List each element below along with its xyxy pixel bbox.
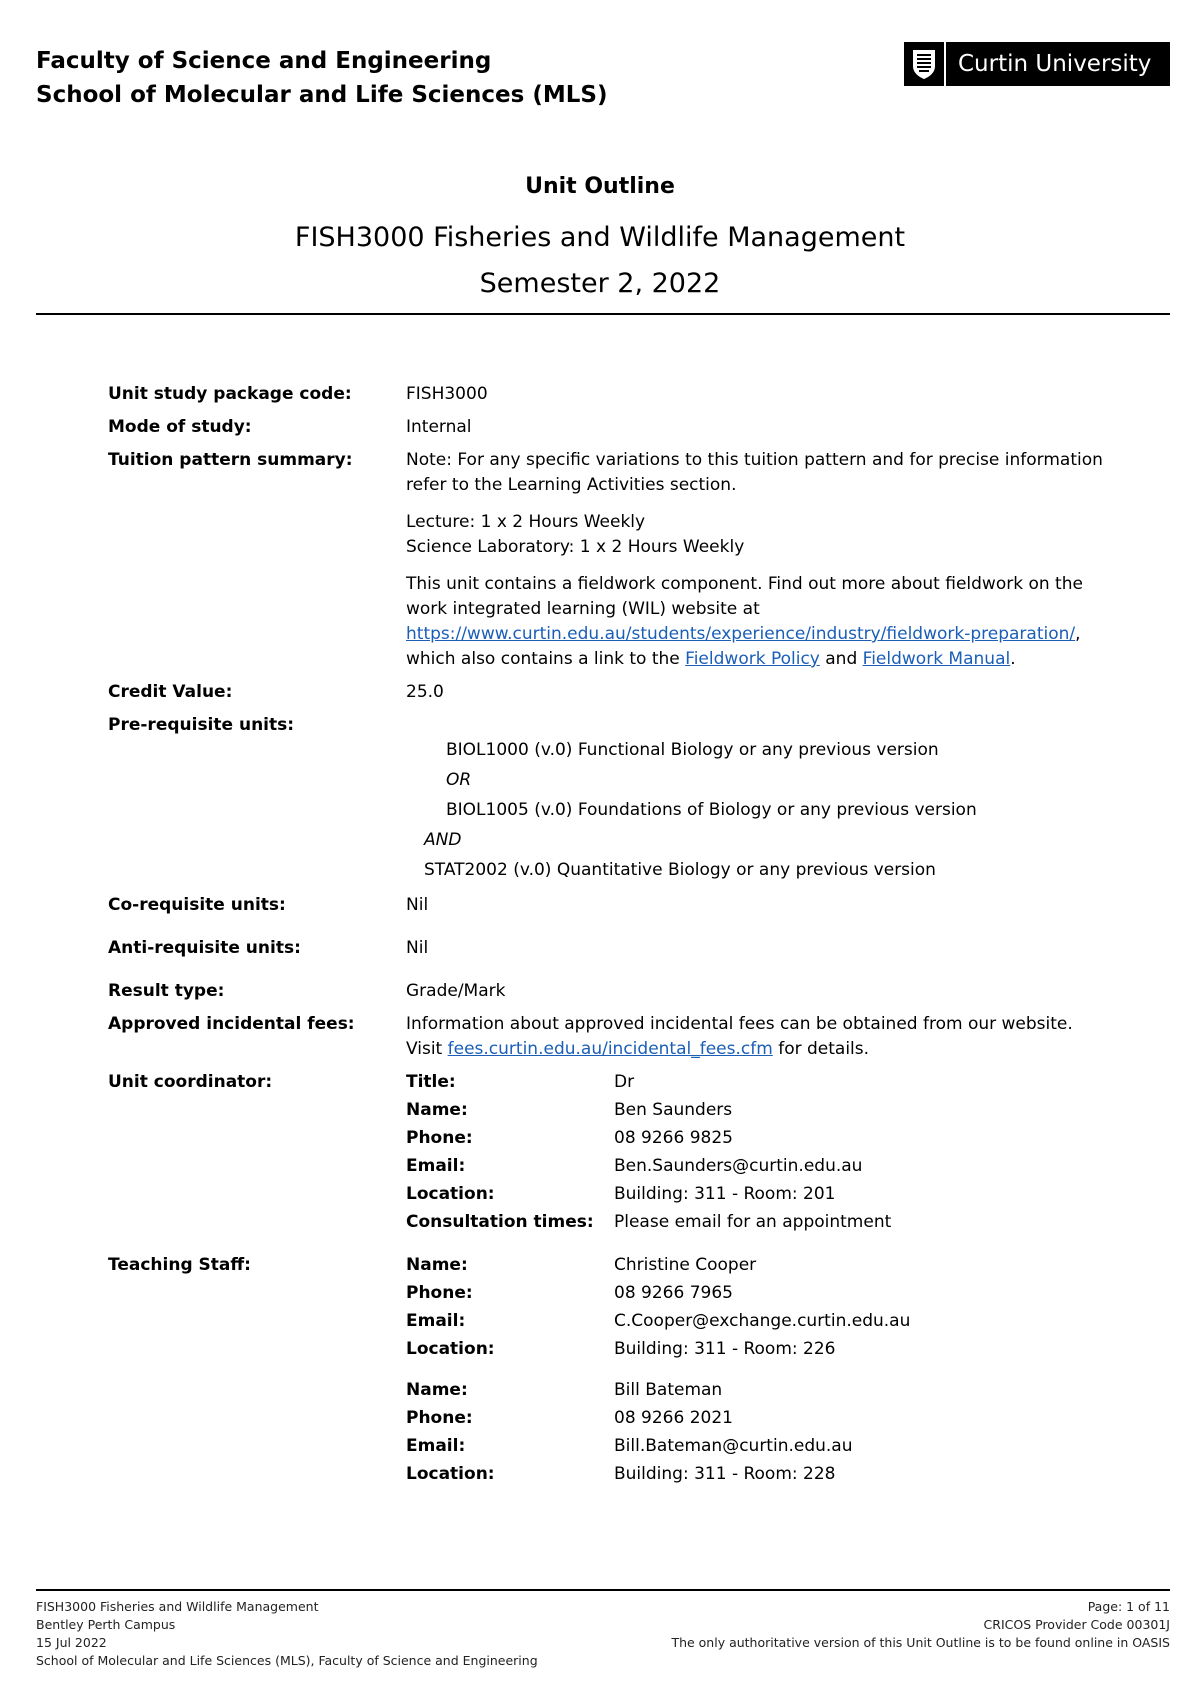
coord-consult-value: Please email for an appointment [614, 1212, 892, 1232]
fieldwork-text: This unit contains a fieldwork component. Find out more about fieldwork on the work integrated learning (WIL) website at [406, 574, 1083, 619]
footer-authoritative: The only authoritative version of this Unit Outline is to be found online in OASIS [671, 1635, 1170, 1650]
fees-link[interactable]: fees.curtin.edu.au/incidental_fees.cfm [447, 1039, 773, 1059]
coord-email-key: Email: [406, 1156, 466, 1176]
coord-title-key: Title: [406, 1072, 456, 1092]
coord-consult-key: Consultation times: [406, 1212, 594, 1232]
prereq-biol1000: BIOL1000 (v.0) Functional Biology or any previous version [446, 740, 939, 760]
coord-name-value: Ben Saunders [614, 1100, 733, 1120]
prereq-stat2002: STAT2002 (v.0) Quantitative Biology or any previous version [424, 860, 936, 880]
crest-icon [904, 42, 946, 86]
staff-phone-key: Phone: [406, 1283, 473, 1303]
coord-name-key: Name: [406, 1100, 468, 1120]
coord-email-value: Ben.Saunders@curtin.edu.au [614, 1156, 863, 1176]
staff-phone-value: 08 9266 2021 [614, 1408, 733, 1428]
row-credit [108, 680, 1108, 705]
row-tuition [108, 448, 1108, 672]
row-antireq [108, 936, 1108, 961]
coord-phone-value: 08 9266 9825 [614, 1128, 733, 1148]
header-faculty-block [36, 44, 607, 112]
fieldwork-info [406, 572, 1106, 672]
footer-right [671, 1598, 1170, 1652]
mode-label: Mode of study: [108, 417, 252, 437]
footer-campus: Bentley Perth Campus [36, 1617, 176, 1632]
staff-location-value: Building: 311 - Room: 228 [614, 1464, 836, 1484]
fieldwork-end: . [1010, 649, 1016, 669]
footer-page: Page: 1 of 11 [1087, 1599, 1170, 1614]
result-value: Grade/Mark [406, 981, 506, 1001]
row-mode [108, 415, 1108, 440]
prereq-biol1005: BIOL1005 (v.0) Foundations of Biology or any previous version [446, 800, 977, 820]
coord-title-value: Dr [614, 1072, 635, 1092]
coordinator-label: Unit coordinator: [108, 1072, 273, 1092]
row-prereq [108, 713, 1108, 885]
code-label: Unit study package code: [108, 384, 352, 404]
result-label: Result type: [108, 981, 225, 1001]
mode-value: Internal [406, 417, 472, 437]
staff-location-key: Location: [406, 1464, 495, 1484]
fees-end: for details. [778, 1039, 870, 1059]
row-coreq [108, 893, 1108, 918]
semester: Semester 2, 2022 [479, 268, 721, 299]
code-value: FISH3000 [406, 384, 488, 404]
coordinator-contact [406, 1070, 1106, 1235]
staff-email-value: C.Cooper@exchange.curtin.edu.au [614, 1311, 911, 1331]
row-fees [108, 1012, 1108, 1062]
staff-name-value: Christine Cooper [614, 1255, 757, 1275]
unit-name: FISH3000 Fisheries and Wildlife Management [294, 222, 906, 253]
fees-value [406, 1012, 1106, 1062]
credit-value: 25.0 [406, 682, 444, 702]
staff-location-key: Location: [406, 1339, 495, 1359]
staff-email-key: Email: [406, 1436, 466, 1456]
coreq-value: Nil [406, 895, 429, 915]
prereq-value [406, 735, 1106, 885]
fieldwork-url-link[interactable]: https://www.curtin.edu.au/students/experience/industry/fieldwork-preparation/ [406, 624, 1076, 644]
tuition-value [406, 448, 1106, 672]
prereq-label: Pre-requisite units: [108, 715, 295, 735]
footer-cricos: CRICOS Provider Code 00301J [983, 1617, 1170, 1632]
lecture-hours: Lecture: 1 x 2 Hours Weekly [406, 512, 646, 532]
footer-date: 15 Jul 2022 [36, 1635, 107, 1650]
tuition-schedule [406, 510, 1106, 560]
unit-details [108, 382, 1108, 1495]
staff-label: Teaching Staff: [108, 1255, 251, 1275]
faculty-name: Faculty of Science and Engineering [36, 48, 492, 74]
top-divider [36, 313, 1170, 315]
logo-text: Curtin University [958, 51, 1152, 77]
fieldwork-policy-link[interactable]: Fieldwork Policy [685, 649, 820, 669]
staff-spacer [406, 1365, 1014, 1375]
fees-label: Approved incidental fees: [108, 1014, 355, 1034]
antireq-label: Anti-requisite units: [108, 938, 301, 958]
coreq-label: Co-requisite units: [108, 895, 286, 915]
coord-phone-key: Phone: [406, 1128, 473, 1148]
coord-location-key: Location: [406, 1184, 495, 1204]
staff-email-value: Bill.Bateman@curtin.edu.au [614, 1436, 853, 1456]
staff-name-key: Name: [406, 1380, 468, 1400]
row-staff [108, 1253, 1108, 1487]
staff-location-value: Building: 311 - Room: 226 [614, 1339, 836, 1359]
tuition-label: Tuition pattern summary: [108, 450, 353, 470]
row-code [108, 382, 1108, 407]
antireq-value: Nil [406, 938, 429, 958]
fieldwork-manual-link[interactable]: Fieldwork Manual [862, 649, 1011, 669]
credit-label: Credit Value: [108, 682, 233, 702]
prereq-and: AND [424, 830, 462, 850]
fieldwork-mid: , which also contains a link to the [406, 624, 1081, 669]
staff-name-key: Name: [406, 1255, 468, 1275]
row-coordinator [108, 1070, 1108, 1235]
staff-name-value: Bill Bateman [614, 1380, 723, 1400]
row-result [108, 979, 1108, 1004]
doc-title: Unit Outline [525, 174, 675, 199]
tuition-note: Note: For any specific variations to this tuition pattern and for precise information refer to the Learning Activities section. [406, 450, 1103, 495]
lab-hours: Science Laboratory: 1 x 2 Hours Weekly [406, 537, 745, 557]
curtin-logo [904, 42, 1170, 86]
footer-unit: FISH3000 Fisheries and Wildlife Management [36, 1599, 319, 1614]
staff-contacts [406, 1253, 1106, 1487]
footer-left [36, 1598, 538, 1670]
staff-phone-value: 08 9266 7965 [614, 1283, 733, 1303]
footer-school: School of Molecular and Life Sciences (MLS), Faculty of Science and Engineering [36, 1653, 538, 1668]
fieldwork-and: and [825, 649, 858, 669]
bottom-divider [36, 1589, 1170, 1591]
prereq-or: OR [446, 770, 472, 790]
fees-text: Information about approved incidental fees can be obtained from our website. Visit [406, 1014, 1073, 1059]
staff-email-key: Email: [406, 1311, 466, 1331]
school-name: School of Molecular and Life Sciences (MLS) [36, 82, 608, 108]
staff-phone-key: Phone: [406, 1408, 473, 1428]
coord-location-value: Building: 311 - Room: 201 [614, 1184, 836, 1204]
